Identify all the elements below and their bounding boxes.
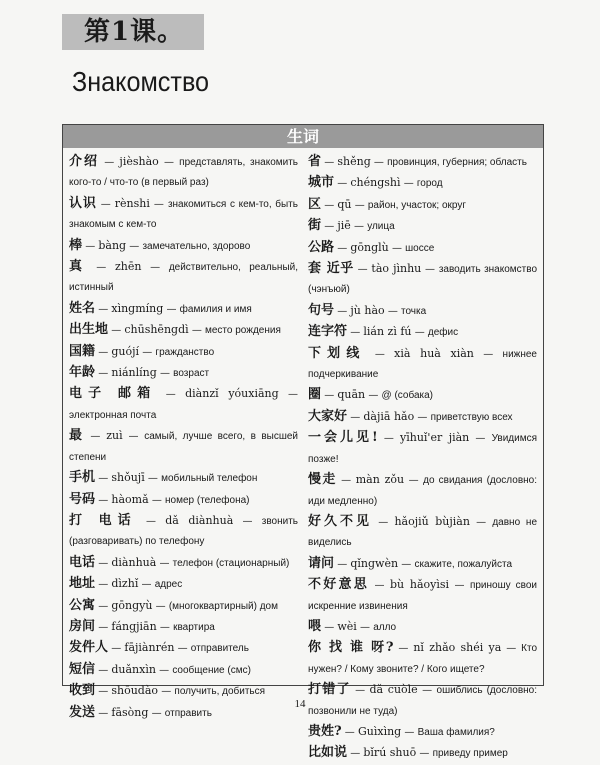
vocab-pinyin: gōngyù [111,598,153,612]
dash-separator: — [411,327,428,339]
dash-separator: — [87,262,115,274]
vocab-translation: давно не виделись [308,516,538,549]
vocab-chinese: 请问 [308,555,335,571]
vocab-entry [69,468,298,489]
dash-separator: — [156,389,186,401]
vocab-translation: ошиблись (дословно: позвонили не туда) [308,685,538,717]
dash-separator: — [401,726,418,738]
vocab-pinyin: gōnglù [350,240,389,254]
vocab-entry [69,490,298,511]
vocab-entry [69,574,298,595]
vocab-translation: улица [367,221,395,233]
dash-separator: — [158,157,180,168]
dash-separator: — [393,643,414,655]
vocab-chinese: 大家好 [308,408,348,424]
vocab-chinese: 出生地 [69,322,109,338]
dash-separator: — [469,516,493,528]
vocab-pinyin: nǐ zhǎo shéi ya [413,641,502,655]
page-number: 14 [294,698,306,710]
vocab-pinyin: dìzhǐ [111,577,139,591]
dash-separator: — [321,157,338,168]
dash-separator: — [95,707,112,719]
vocab-translation: (многоквартирный) дом [168,600,278,612]
vocab-pinyin: hàomǎ [111,492,149,506]
vocab-translation: дефис [427,327,459,339]
vocab-chinese: 真 [69,259,88,275]
vocab-chinese: 收到 [69,683,96,699]
vocab-pinyin: dǎ cuòle [369,683,418,697]
vocab-entry [308,195,537,216]
vocab-translation: скажите, пожалуйста [414,558,513,570]
vocab-entry [69,299,298,320]
dash-separator: — [334,305,351,317]
vocab-chinese: 打错了 [308,682,351,698]
vocab-entry [308,428,537,470]
page-title: Знакомство [72,66,210,97]
dash-separator: — [156,368,174,380]
vocab-entry [308,722,537,743]
dash-separator: — [108,325,125,337]
dash-separator: — [416,748,433,760]
vocab-translation: алло [373,621,397,633]
vocab-chinese: 号码 [69,491,96,507]
dash-separator: — [398,558,415,570]
dash-separator: — [139,346,156,358]
vocab-pinyin: jù hào [350,303,385,317]
vocab-chinese: 打 电话 [69,512,137,528]
vocab-pinyin: dàjiā hǎo [363,409,415,423]
vocab-entry [69,194,298,236]
vocab-chinese: 套 近乎 [308,261,354,277]
dash-separator: — [353,264,372,276]
vocabulary-header: 生词 [63,125,543,148]
vocab-entry [308,407,537,428]
vocab-translation: Ваша фамилия? [417,726,495,738]
vocab-translation: отправить [164,707,212,719]
vocab-chinese: 省 [308,154,322,169]
dash-separator: — [369,580,390,592]
dash-separator: — [122,431,145,443]
vocab-translation: адрес [154,579,183,591]
dash-separator: — [388,242,406,254]
vocab-pinyin: xià huà xiàn [394,346,474,360]
vocab-chinese: 街 [308,218,322,234]
dash-separator: — [156,557,173,569]
vocab-entry [308,152,537,173]
dash-separator: — [365,390,382,402]
dash-separator: — [350,221,368,233]
vocab-pinyin: qǐngwèn [350,556,399,570]
dash-separator: — [136,515,166,527]
vocab-entry [308,743,537,764]
vocab-chinese: 好久不见 [308,513,373,529]
dash-separator: — [95,346,112,358]
vocab-translation: до свидания (дословно: иди медленно) [308,475,537,507]
vocab-translation: @ (собака) [381,390,433,402]
vocab-translation: квартира [173,621,215,633]
vocab-translation: шоссе [405,242,435,254]
dash-separator: — [421,264,439,276]
vocab-entry [308,554,537,575]
vocab-entry [69,553,298,574]
dash-separator: — [141,262,169,274]
dash-separator: — [356,621,374,633]
dash-separator: — [152,600,169,612]
vocab-translation: получить, добиться [174,686,266,698]
vocab-pinyin: xìngmíng [111,301,164,315]
vocab-translation: гражданство [155,346,215,358]
vocab-pinyin: chūshēngdì [124,323,189,337]
vocab-chinese: 短信 [69,661,96,677]
vocab-entry [69,363,298,384]
dash-separator: — [95,600,112,612]
dash-separator: — [148,494,165,506]
vocab-chinese: 圈 [308,387,322,403]
vocabulary-body [63,148,543,765]
vocab-chinese: 国籍 [69,343,96,359]
dash-separator: — [156,621,174,633]
dash-separator: — [347,327,364,339]
vocab-entry [308,322,537,343]
vocab-chinese: 年龄 [69,365,96,381]
dash-separator: — [469,433,492,445]
dash-separator: — [370,157,388,168]
vocab-pinyin: quān [337,388,366,402]
vocab-entry [69,660,298,681]
vocab-translation: фамилия и имя [179,303,252,315]
vocab-entry [69,320,298,341]
dash-separator: — [501,643,522,655]
dash-separator: — [334,242,351,254]
vocab-translation: действительно, реальный, истинный [69,262,298,294]
vocab-pinyin: fāsòng [111,705,149,719]
vocab-entry [69,152,298,194]
vocab-pinyin: zuì [106,429,123,443]
dash-separator: — [473,348,503,360]
vocab-chinese: 公路 [308,239,335,255]
dash-separator: — [377,433,400,445]
vocab-translation: замечательно, здорово [142,240,251,252]
vocab-chinese: 发送 [69,704,96,720]
vocab-translation: приветствую всех [430,411,513,423]
vocab-entry [308,173,537,194]
vocab-translation: звонить (разговаривать) по телефону [69,515,298,548]
dash-separator: — [347,411,364,423]
dash-separator: — [126,240,143,252]
dash-separator: — [321,221,338,233]
vocab-entry [308,617,537,638]
vocab-chinese: 一会儿见! [308,430,378,446]
vocab-chinese: 城市 [308,175,335,191]
dash-separator: — [414,411,431,423]
vocab-translation: город [416,178,443,190]
vocab-chinese: 发件人 [69,640,109,656]
dash-separator: — [404,475,424,487]
dash-separator: — [95,473,112,485]
vocab-translation: отправитель [190,643,249,655]
vocab-entry [69,342,298,363]
dash-separator: — [351,199,368,211]
vocab-pinyin: dǎ diànhuà [165,513,234,527]
lesson-header: 第1课。 [62,14,204,50]
vocab-chinese: 下划线 [308,345,366,361]
vocab-chinese: 介绍 [69,154,100,169]
vocab-translation: сообщение (смс) [172,664,251,676]
dash-separator: — [82,240,99,252]
dash-separator: — [108,643,125,655]
dash-separator: — [84,431,107,443]
vocab-chinese: 区 [308,196,322,212]
vocab-chinese: 喂 [308,618,322,634]
vocab-entry [69,384,298,426]
vocab-translation: провинция, губерния; область [387,157,527,168]
vocab-translation: номер (телефона) [165,494,250,506]
vocab-entry [308,344,537,386]
vocab-chinese: 公寓 [69,597,96,613]
dash-separator: — [149,198,168,210]
dash-separator: — [163,303,180,315]
vocab-entry [308,638,537,680]
dash-separator: — [96,198,115,210]
vocab-translation: приведу пример [432,748,508,760]
vocab-translation: приношу свои искренние извинения [308,580,538,612]
vocab-entry [308,216,537,237]
vocab-chinese: 手机 [69,470,96,486]
vocab-entry [69,511,298,553]
vocab-translation: телефон (стационарный) [172,557,290,569]
vocab-translation: знакомиться с кем-то, быть знакомым с кем-то [69,198,298,231]
vocab-translation: мобильный телефон [161,473,258,485]
dash-separator: — [158,686,175,698]
vocab-chinese: 电话 [69,554,96,570]
dash-separator: — [334,558,351,570]
vocab-pinyin: yīhuǐ'er jiàn [400,431,470,445]
dash-separator: — [95,557,112,569]
vocab-pinyin: rènshi [114,196,150,210]
dash-separator: — [95,368,112,380]
vocab-translation: возраст [173,368,210,380]
vocab-translation: нижнее подчеркивание [308,348,537,381]
vocab-pinyin: zhēn [114,260,142,274]
dash-separator: — [144,473,162,485]
dash-separator: — [95,621,112,633]
vocab-translation: самый, лучше всего, в высшей степени [69,431,298,463]
vocab-translation: место рождения [205,325,281,337]
dash-separator: — [384,305,401,317]
vocab-pinyin: chéngshì [350,176,401,190]
vocab-chinese: 比如说 [308,745,348,761]
dash-separator: — [174,643,191,655]
vocab-translation: район, участок; округ [367,199,466,211]
vocab-pinyin: màn zǒu [355,473,405,487]
dash-separator: — [347,748,364,760]
vocab-entry [308,470,537,512]
vocab-chinese: 连字符 [308,324,348,340]
vocab-pinyin: niánlíng [111,366,157,380]
vocab-pinyin: bàng [98,238,127,252]
vocab-pinyin: fājiànrén [124,641,175,655]
vocab-pinyin: shōudào [111,684,159,698]
dash-separator: — [372,516,395,528]
dash-separator: — [95,579,112,591]
vocab-entry [308,301,537,322]
dash-separator: — [400,178,417,190]
dash-separator: — [155,664,173,676]
vocab-entry [69,426,298,468]
vocab-chinese: 句号 [308,302,335,318]
vocab-pinyin: diànhuà [111,555,157,569]
vocab-translation: Кто нужен? / Кому звоните? / Кого ищете? [308,643,538,675]
vocab-chinese: 认识 [69,195,97,211]
vocab-entry [69,236,298,257]
vocab-entry [308,238,537,259]
vocab-entry [69,638,298,659]
vocab-chinese: 最 [69,428,85,444]
vocab-pinyin: jiē [337,219,351,233]
vocab-translation: заводить знакомство (чэнъюй) [308,264,538,296]
dash-separator: — [95,686,112,698]
vocab-pinyin: jièshào [119,155,159,168]
dash-separator: — [365,348,395,360]
vocab-chinese: 姓名 [69,300,96,316]
dash-separator: — [278,389,298,401]
vocab-entry [308,259,537,301]
dash-separator: — [233,515,262,527]
vocab-chinese: 贵姓? [308,723,342,739]
vocab-chinese: 慢走 [308,472,337,488]
dash-separator: — [341,726,358,738]
vocab-pinyin: Guìxìng [357,724,402,738]
vocab-pinyin: diànzǐ yóuxiāng [185,387,279,401]
vocab-chinese: 电子 邮箱 [69,386,157,402]
vocab-translation: точка [401,305,427,317]
dash-separator: — [99,157,120,168]
vocab-entry [69,596,298,617]
vocab-chinese: 你 找 谁 呀? [308,640,394,656]
vocab-pinyin: qū [337,197,352,211]
vocab-pinyin: shǒujī [111,471,145,485]
dash-separator: — [336,475,356,487]
dash-separator: — [188,325,205,337]
vocab-pinyin: fángjiān [111,619,157,633]
dash-separator: — [449,580,470,592]
vocab-pinyin: bǐrú shuō [363,746,417,760]
vocab-entry [308,575,537,617]
dash-separator: — [95,303,112,315]
vocab-entry [69,257,298,299]
dash-separator: — [95,494,112,506]
dash-separator: — [350,685,370,697]
vocab-entry [308,512,537,554]
vocab-chinese: 不好意思 [308,577,370,593]
vocab-entry [308,385,537,406]
dash-separator: — [321,199,338,211]
vocab-entry [69,617,298,638]
vocab-pinyin: bù hǎoyìsi [389,578,450,592]
vocab-pinyin: duǎnxìn [111,662,156,676]
dash-separator: — [334,178,351,190]
dash-separator: — [138,579,155,591]
vocab-translation: электронная почта [69,409,157,421]
vocab-pinyin: hǎojiǔ bùjiàn [394,514,470,528]
vocab-pinyin: wèi [337,619,357,633]
dash-separator: — [148,707,165,719]
vocab-translation: представлять, знакомить кого-то / что-то (в первый раз) [69,157,299,189]
vocab-chinese: 地址 [69,576,96,592]
dash-separator: — [95,664,112,676]
vocabulary-column-left [69,152,304,765]
dash-separator: — [321,621,338,633]
vocab-chinese: 棒 [69,237,83,253]
vocab-translation: Увидимся позже! [308,433,538,465]
dash-separator: — [321,390,338,402]
vocab-chinese: 房间 [69,618,96,634]
vocab-pinyin: tào jìnhu [371,262,422,276]
vocab-pinyin: guójí [111,344,140,358]
vocab-pinyin: lián zì fú [363,325,412,339]
vocabulary-column-right [304,152,537,765]
vocab-pinyin: shěng [337,155,371,168]
dash-separator: — [417,685,437,697]
